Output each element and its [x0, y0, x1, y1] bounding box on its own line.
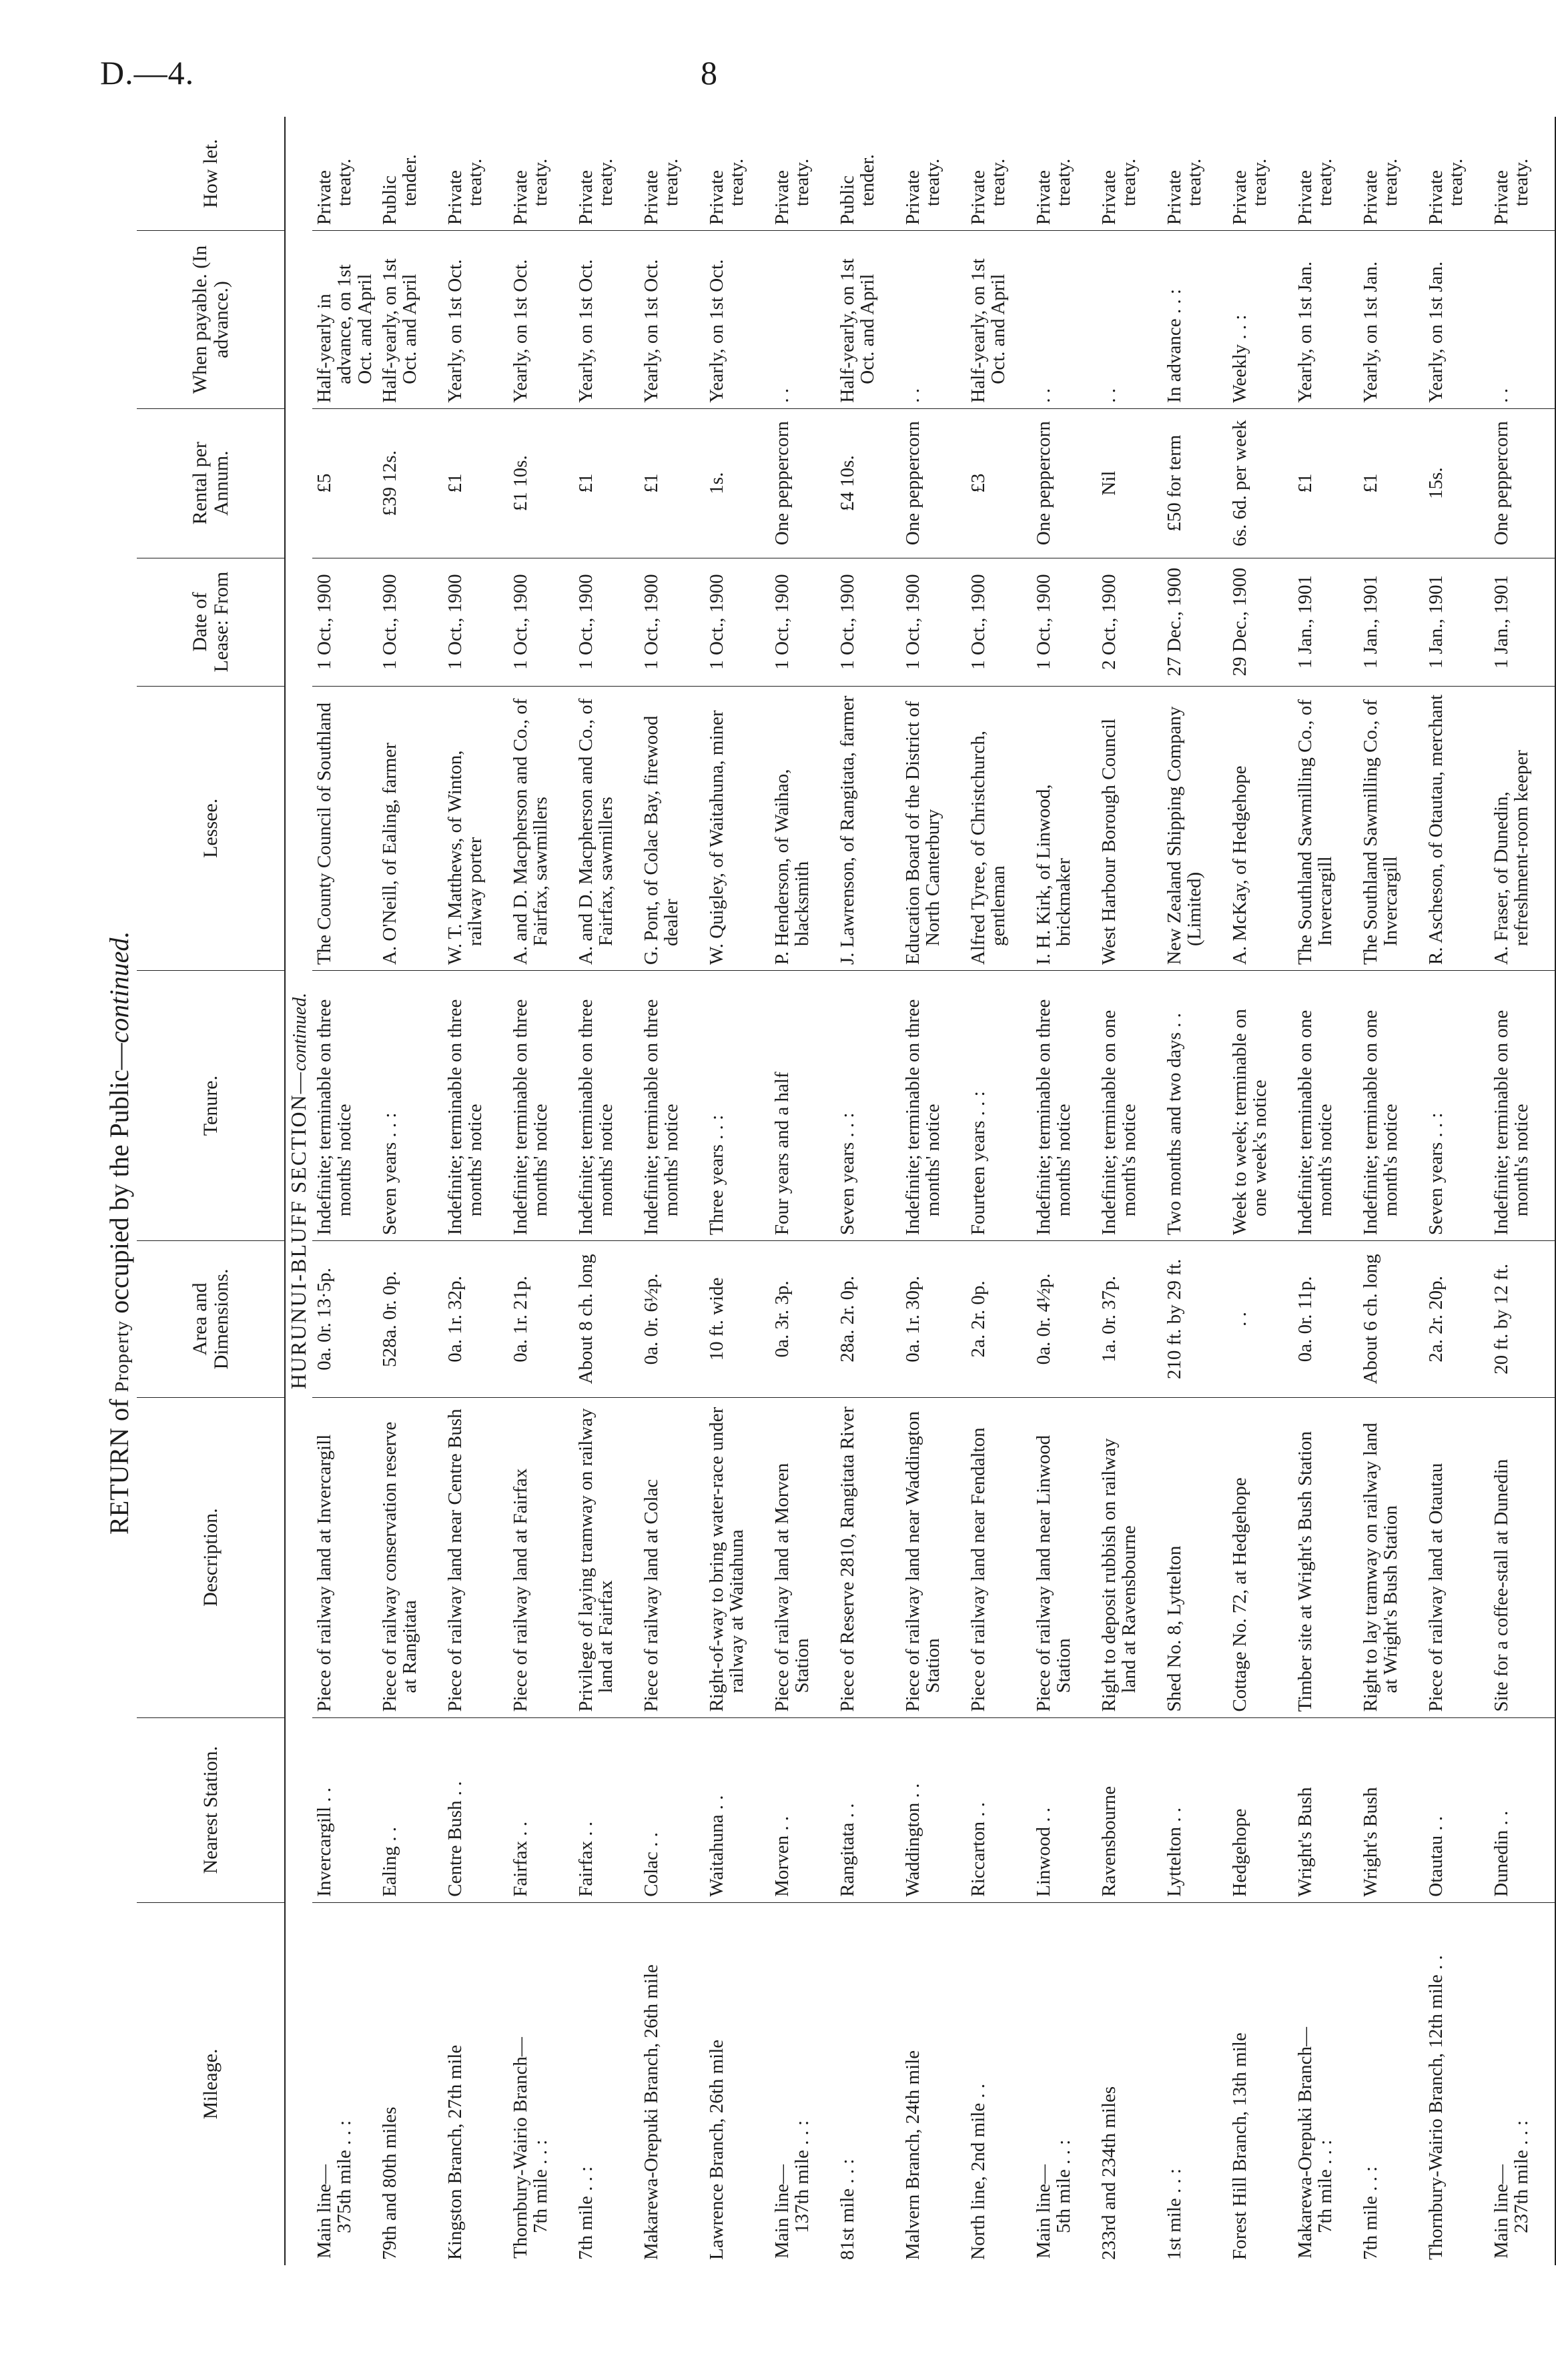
cell-tenure: Indefinite; terminable on one month's notice: [1097, 971, 1162, 1241]
cell-rental: £4 10s.: [835, 408, 901, 558]
cell-area: 528a. 0r. 0p.: [378, 1241, 443, 1398]
mileage-value: 237th mile . . :: [1511, 2120, 1533, 2233]
cell-lessee: A. McKay, of Hedgehope: [1228, 686, 1293, 970]
cell-date: 1 Oct., 1900: [639, 558, 705, 686]
cell-lessee: W. Quigley, of Waitahuna, miner: [705, 686, 770, 970]
cell-date: 1 Jan., 1901: [1293, 558, 1358, 686]
cell-payable: Yearly, on 1st Oct.: [705, 231, 770, 409]
cell-rental: One peppercorn: [901, 408, 966, 558]
cell-tenure: Indefinite; terminable on three months' notice: [312, 971, 378, 1241]
cell-tenure: Indefinite; terminable on three months' notice: [508, 971, 574, 1241]
table-row: [1228, 117, 1293, 2265]
cell-mileage: Malvern Branch, 24th mile: [902, 2050, 923, 2260]
cell-area: 0a. 0r. 13·5p.: [312, 1241, 378, 1398]
cell-rental: 15s.: [1424, 408, 1489, 558]
cell-tenure: Indefinite; terminable on three months' notice: [574, 971, 639, 1241]
cell-how-let: Private treaty.: [639, 117, 705, 231]
cell-payable: Yearly, on 1st Jan.: [1358, 231, 1424, 409]
cell-station: Lyttelton . .: [1162, 1717, 1228, 1902]
cell-how-let: Private treaty.: [312, 117, 378, 231]
cell-area: 10 ft. wide: [705, 1241, 770, 1398]
cell-rental: One peppercorn: [770, 408, 835, 558]
cell-description: Timber site at Wright's Bush Station: [1293, 1397, 1358, 1717]
cell-tenure: Indefinite; terminable on three months' notice: [443, 971, 508, 1241]
cell-rental: £3: [966, 408, 1032, 558]
cell-lessee: I. H. Kirk, of Linwood, brickmaker: [1032, 686, 1097, 970]
table-row: [443, 117, 508, 2265]
cell-station: Dunedin . .: [1489, 1717, 1555, 1902]
cell-description: Piece of railway land at Fairfax: [508, 1397, 574, 1717]
cell-rental: One peppercorn: [1032, 408, 1097, 558]
cell-lessee: The Southland Sawmilling Co., of Invercargill: [1358, 686, 1424, 970]
cell-payable: Yearly, on 1st Oct.: [443, 231, 508, 409]
cell-description: Piece of railway land at Morven Station: [770, 1397, 835, 1717]
cell-rental: One peppercorn: [1489, 408, 1555, 558]
cell-mileage: [1293, 1902, 1358, 2265]
cell-lessee: P. Henderson, of Waihao, blacksmith: [770, 686, 835, 970]
cell-area: About 8 ch. long: [574, 1241, 639, 1398]
document-reference: D.—4.: [100, 54, 195, 91]
section-italic: continued.: [290, 992, 310, 1072]
cell-tenure: Seven years . . :: [1424, 971, 1489, 1241]
cell-date: 1 Jan., 1901: [1489, 558, 1555, 686]
cell-date: 1 Oct., 1900: [1032, 558, 1097, 686]
cell-how-let: Private treaty.: [705, 117, 770, 231]
cell-description: Right to deposit rubbish on railway land at Ravensbourne: [1097, 1397, 1162, 1717]
cell-how-let: Private treaty.: [1162, 117, 1228, 231]
cell-lessee: R. Ascheson, of Otautau, merchant: [1424, 686, 1489, 970]
cell-date: 1 Oct., 1900: [835, 558, 901, 686]
cell-description: Piece of railway land at Otautau: [1424, 1397, 1489, 1717]
cell-station: Hedgehope: [1228, 1717, 1293, 1902]
cell-station: Centre Bush . .: [443, 1717, 508, 1902]
cell-station: Wright's Bush: [1358, 1717, 1424, 1902]
cell-lessee: A. and D. Macpherson and Co., of Fairfax, sawmillers: [508, 686, 574, 970]
cell-area: 0a. 0r. 6½p.: [639, 1241, 705, 1398]
table-row: [1293, 117, 1358, 2265]
cell-station: Rangitata . .: [835, 1717, 901, 1902]
cell-how-let: Private treaty.: [1358, 117, 1424, 231]
cell-station: Riccarton . .: [966, 1717, 1032, 1902]
cell-station: Fairfax . .: [508, 1717, 574, 1902]
cell-lessee: J. Lawrenson, of Rangitata, farmer: [835, 686, 901, 970]
cell-rental: £1: [1358, 408, 1424, 558]
cell-tenure: Fourteen years . . :: [966, 971, 1032, 1241]
column-header: Nearest Station.: [137, 1717, 285, 1902]
cell-rental: £1: [443, 408, 508, 558]
cell-payable: Weekly . . :: [1228, 231, 1293, 409]
cell-how-let: Private treaty.: [508, 117, 574, 231]
cell-description: Piece of railway conservation reserve at Rangitata: [378, 1397, 443, 1717]
cell-rental: £1: [639, 408, 705, 558]
cell-rental: 1s.: [705, 408, 770, 558]
cell-mileage: Kingston Branch, 27th mile: [444, 2044, 466, 2260]
table-body: [285, 117, 1555, 2265]
cell-description: Site for a coffee-stall at Dunedin: [1489, 1397, 1555, 1717]
cell-rental: £1: [574, 408, 639, 558]
cell-payable: Yearly, on 1st Jan.: [1424, 231, 1489, 409]
cell-tenure: Indefinite; terminable on one month's notice: [1358, 971, 1424, 1241]
table-row: [1358, 117, 1424, 2265]
table-row: [1032, 117, 1097, 2265]
cell-area: 28a. 2r. 0p.: [835, 1241, 901, 1398]
cell-date: 1 Oct., 1900: [966, 558, 1032, 686]
mileage-heading: Main line—: [1491, 2164, 1512, 2259]
title-smallcaps: Property: [111, 1320, 133, 1393]
table-row: [835, 117, 901, 2265]
mileage-value: 375th mile . . :: [334, 2120, 356, 2233]
column-header: Date of Lease: From: [137, 558, 285, 686]
cell-station: Morven . .: [770, 1717, 835, 1902]
cell-date: 2 Oct., 1900: [1097, 558, 1162, 686]
column-header-row: [137, 117, 285, 2265]
cell-description: Shed No. 8, Lyttelton: [1162, 1397, 1228, 1717]
title-prefix: RETURN of: [104, 1399, 134, 1535]
cell-how-let: Private treaty.: [1228, 117, 1293, 231]
mileage-value: 7th mile . . :: [530, 2139, 552, 2233]
table-row: [312, 117, 378, 2265]
mileage-heading: Thornbury-Wairio Branch—: [510, 2037, 531, 2259]
cell-mileage: Makarewa-Orepuki Branch, 26th mile: [641, 1964, 662, 2260]
cell-rental: 6s. 6d. per week: [1228, 408, 1293, 558]
cell-lessee: The County Council of Southland: [312, 686, 378, 970]
column-header: How let.: [137, 117, 285, 231]
cell-mileage: [508, 1902, 574, 2265]
cell-station: Linwood . .: [1032, 1717, 1097, 1902]
cell-lessee: New Zealand Shipping Company (Limited): [1162, 686, 1228, 970]
property-table-container: [137, 117, 1533, 2265]
cell-mileage: [770, 1902, 835, 2265]
cell-payable: Half-yearly, on 1st Oct. and April: [378, 231, 443, 409]
cell-date: 29 Dec., 1900: [1228, 558, 1293, 686]
cell-area: 0a. 1r. 21p.: [508, 1241, 574, 1398]
cell-lessee: A. and D. Macpherson and Co., of Fairfax, sawmillers: [574, 686, 639, 970]
cell-payable: Yearly, on 1st Oct.: [574, 231, 639, 409]
cell-area: 1a. 0r. 37p.: [1097, 1241, 1162, 1398]
cell-how-let: Private treaty.: [1293, 117, 1358, 231]
table-row: [901, 117, 966, 2265]
section-name: HURUNUI-BLUFF SECTION—: [286, 1071, 310, 1390]
cell-station: Otautau . .: [1424, 1717, 1489, 1902]
cell-how-let: Private treaty.: [1424, 117, 1489, 231]
cell-date: 1 Jan., 1901: [1424, 558, 1489, 686]
title-suffix: occupied by the Public—: [104, 1043, 134, 1314]
table-row: [1097, 117, 1162, 2265]
cell-payable: In advance . . :: [1162, 231, 1228, 409]
column-header: Mileage.: [137, 1902, 285, 2265]
cell-payable: Yearly, on 1st Oct.: [639, 231, 705, 409]
table-row: [1489, 117, 1555, 2265]
cell-station: Ealing . .: [378, 1717, 443, 1902]
cell-tenure: Week to week; terminable on one week's notice: [1228, 971, 1293, 1241]
column-header: When payable. (In advance.): [137, 231, 285, 409]
cell-how-let: Private treaty.: [443, 117, 508, 231]
cell-date: 1 Oct., 1900: [378, 558, 443, 686]
cell-date: 1 Oct., 1900: [770, 558, 835, 686]
mileage-heading: Main line—: [1033, 2164, 1054, 2259]
cell-station: Waitahuna . .: [705, 1717, 770, 1902]
cell-payable: Half-yearly, on 1st Oct. and April: [966, 231, 1032, 409]
table-row: [705, 117, 770, 2265]
cell-area: 2a. 2r. 20p.: [1424, 1241, 1489, 1398]
column-header: Rental per Annum.: [137, 408, 285, 558]
cell-area: 0a. 0r. 11p.: [1293, 1241, 1358, 1398]
cell-how-let: Private treaty.: [1032, 117, 1097, 231]
cell-description: Privilege of laying tramway on railway land at Fairfax: [574, 1397, 639, 1717]
cell-date: 1 Oct., 1900: [312, 558, 378, 686]
cell-station: Waddington . .: [901, 1717, 966, 1902]
cell-date: 1 Oct., 1900: [901, 558, 966, 686]
cell-lessee: A. Fraser, of Dunedin, refreshment-room keeper: [1489, 686, 1555, 970]
cell-tenure: Indefinite; terminable on three months' notice: [1032, 971, 1097, 1241]
cell-area: . .: [1228, 1241, 1293, 1398]
cell-lessee: W. T. Matthews, of Winton, railway porter: [443, 686, 508, 970]
cell-date: 1 Oct., 1900: [443, 558, 508, 686]
title-italic: continued.: [104, 931, 134, 1044]
table-row: [966, 117, 1032, 2265]
cell-rental: £5: [312, 408, 378, 558]
cell-lessee: Alfred Tyree, of Christchurch, gentleman: [966, 686, 1032, 970]
cell-mileage: 81st mile . . :: [837, 2158, 858, 2260]
cell-mileage: 1st mile . . :: [1164, 2168, 1185, 2260]
section-heading-row: [285, 117, 312, 2265]
cell-area: 20 ft. by 12 ft.: [1489, 1241, 1555, 1398]
table-row: [574, 117, 639, 2265]
cell-lessee: G. Pont, of Colac Bay, firewood dealer: [639, 686, 705, 970]
cell-tenure: Indefinite; terminable on three months' notice: [639, 971, 705, 1241]
cell-date: 1 Jan., 1901: [1358, 558, 1424, 686]
column-header: Lessee.: [137, 686, 285, 970]
mileage-heading: Makarewa-Orepuki Branch—: [1294, 2026, 1316, 2259]
cell-rental: Nil: [1097, 408, 1162, 558]
cell-mileage: [1032, 1902, 1097, 2265]
section-heading: [285, 117, 312, 2265]
cell-date: 1 Oct., 1900: [508, 558, 574, 686]
cell-description: Piece of railway land near Linwood Station: [1032, 1397, 1097, 1717]
cell-mileage: Lawrence Branch, 26th mile: [706, 2039, 727, 2260]
cell-date: 1 Oct., 1900: [705, 558, 770, 686]
cell-how-let: Private treaty.: [770, 117, 835, 231]
cell-area: 210 ft. by 29 ft.: [1162, 1241, 1228, 1398]
cell-mileage: Forest Hill Branch, 13th mile: [1229, 2032, 1250, 2260]
table-row: [1162, 117, 1228, 2265]
cell-payable: Half-yearly in advance, on 1st Oct. and April: [312, 231, 378, 409]
cell-mileage: [312, 1902, 378, 2265]
cell-tenure: Seven years . . :: [835, 971, 901, 1241]
cell-tenure: Two months and two days . .: [1162, 971, 1228, 1241]
cell-payable: Half-yearly, on 1st Oct. and April: [835, 231, 901, 409]
cell-area: 0a. 1r. 30p.: [901, 1241, 966, 1398]
cell-tenure: Indefinite; terminable on one month's notice: [1489, 971, 1555, 1241]
cell-description: Piece of railway land near Centre Bush: [443, 1397, 508, 1717]
cell-area: 0a. 3r. 3p.: [770, 1241, 835, 1398]
cell-description: Piece of railway land at Colac: [639, 1397, 705, 1717]
column-header: Area and Dimensions.: [137, 1241, 285, 1398]
cell-station: Colac . .: [639, 1717, 705, 1902]
cell-tenure: Indefinite; terminable on three months' notice: [901, 971, 966, 1241]
table-row: [508, 117, 574, 2265]
cell-rental: £1: [1293, 408, 1358, 558]
cell-area: About 6 ch. long: [1358, 1241, 1424, 1398]
mileage-value: 7th mile . . :: [1314, 2139, 1336, 2233]
mileage-heading: Main line—: [314, 2164, 335, 2259]
cell-area: 0a. 1r. 32p.: [443, 1241, 508, 1398]
cell-tenure: Three years . . :: [705, 971, 770, 1241]
cell-how-let: Private treaty.: [1097, 117, 1162, 231]
cell-payable: . .: [901, 231, 966, 409]
cell-mileage: [1489, 1902, 1555, 2265]
cell-payable: . .: [1032, 231, 1097, 409]
cell-rental: £1 10s.: [508, 408, 574, 558]
table-row: [639, 117, 705, 2265]
cell-how-let: Public tender.: [378, 117, 443, 231]
cell-rental: £50 for term: [1162, 408, 1228, 558]
table-row: [1424, 117, 1489, 2265]
cell-area: 0a. 0r. 4½p.: [1032, 1241, 1097, 1398]
cell-date: 27 Dec., 1900: [1162, 558, 1228, 686]
mileage-value: 5th mile . . :: [1053, 2139, 1075, 2233]
cell-lessee: Education Board of the District of North Canterbury: [901, 686, 966, 970]
cell-station: Fairfax . .: [574, 1717, 639, 1902]
cell-payable: . .: [1097, 231, 1162, 409]
cell-tenure: Seven years . . :: [378, 971, 443, 1241]
cell-tenure: Four years and a half: [770, 971, 835, 1241]
cell-description: Piece of Reserve 2810, Rangitata River: [835, 1397, 901, 1717]
cell-station: Invercargill . .: [312, 1717, 378, 1902]
cell-payable: . .: [1489, 231, 1555, 409]
cell-description: Piece of railway land at Invercargill: [312, 1397, 378, 1717]
cell-mileage: 233rd and 234th miles: [1098, 2086, 1120, 2260]
cell-how-let: Public tender.: [835, 117, 901, 231]
cell-mileage: 7th mile . . :: [575, 2166, 597, 2260]
column-header: Tenure.: [137, 971, 285, 1241]
cell-description: Piece of railway land near Fendalton: [966, 1397, 1032, 1717]
cell-rental: £39 12s.: [378, 408, 443, 558]
page-number: 8: [701, 54, 717, 91]
cell-description: Right-of-way to bring water-race under railway at Waitahuna: [705, 1397, 770, 1717]
cell-tenure: Indefinite; terminable on one month's notice: [1293, 971, 1358, 1241]
cell-lessee: The Southland Sawmilling Co., of Invercargill: [1293, 686, 1358, 970]
cell-payable: Yearly, on 1st Jan.: [1293, 231, 1358, 409]
cell-mileage: Thornbury-Wairio Branch, 12th mile . .: [1425, 1955, 1447, 2260]
property-table: [137, 117, 1556, 2265]
mileage-heading: Main line—: [771, 2164, 793, 2259]
cell-date: 1 Oct., 1900: [574, 558, 639, 686]
table-row: [378, 117, 443, 2265]
mileage-value: 137th mile . . :: [791, 2120, 813, 2233]
cell-station: Wright's Bush: [1293, 1717, 1358, 1902]
cell-lessee: A. O'Neill, of Ealing, farmer: [378, 686, 443, 970]
cell-station: Ravensbourne: [1097, 1717, 1162, 1902]
cell-how-let: Private treaty.: [966, 117, 1032, 231]
cell-how-let: Private treaty.: [574, 117, 639, 231]
column-header: Description.: [137, 1397, 285, 1717]
cell-area: 2a. 2r. 0p.: [966, 1241, 1032, 1398]
table-row: [770, 117, 835, 2265]
cell-description: Cottage No. 72, at Hedgehope: [1228, 1397, 1293, 1717]
cell-mileage: North line, 2nd mile . .: [967, 2083, 989, 2260]
cell-how-let: Private treaty.: [901, 117, 966, 231]
cell-mileage: 79th and 80th miles: [379, 2106, 400, 2260]
cell-how-let: Private treaty.: [1489, 117, 1555, 231]
cell-description: Right to lay tramway on railway land at Wright's Bush Station: [1358, 1397, 1424, 1717]
cell-mileage: 7th mile . . :: [1360, 2166, 1381, 2260]
cell-description: Piece of railway land near Waddington Station: [901, 1397, 966, 1717]
cell-payable: . .: [770, 231, 835, 409]
cell-lessee: West Harbour Borough Council: [1097, 686, 1162, 970]
cell-payable: Yearly, on 1st Oct.: [508, 231, 574, 409]
